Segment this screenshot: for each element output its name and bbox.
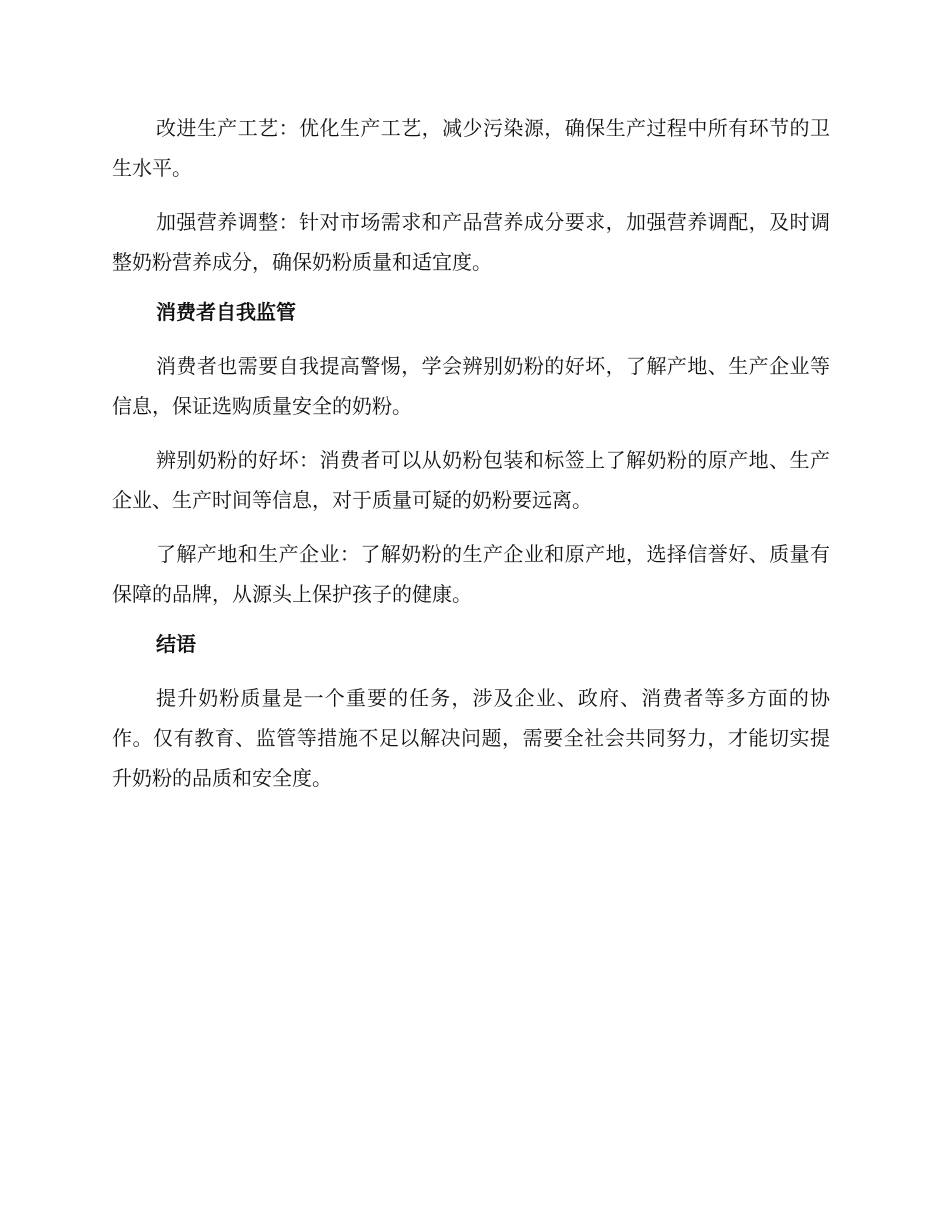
paragraph-know-origin: 了解产地和生产企业：了解奶粉的生产企业和原产地，选择信誉好、质量有保障的品牌，从源头上保护孩子的健康。 xyxy=(112,542,830,606)
paragraph-nutrition-adjustment: 加强营养调整：针对市场需求和产品营养成分要求，加强营养调配，及时调整奶粉营养成分，确保奶粉质量和适宜度。 xyxy=(112,210,830,274)
paragraph-conclusion: 提升奶粉质量是一个重要的任务，涉及企业、政府、消费者等多方面的协作。仅有教育、监管等措施不足以解决问题，需要全社会共同努力，才能切实提升奶粉的品质和安全度。 xyxy=(112,686,830,790)
section-heading-consumer-self-supervision: 消费者自我监管 xyxy=(156,300,296,324)
document-page xyxy=(112,108,830,812)
paragraph-improve-process: 改进生产工艺：优化生产工艺，减少污染源，确保生产过程中所有环节的卫生水平。 xyxy=(112,116,830,180)
paragraph-identify-quality: 辨别奶粉的好坏：消费者可以从奶粉包装和标签上了解奶粉的原产地、生产企业、生产时间等信息，对于质量可疑的奶粉要远离。 xyxy=(112,448,830,512)
paragraph-consumer-vigilance: 消费者也需要自我提高警惕，学会辨别奶粉的好坏，了解产地、生产企业等信息，保证选购质量安全的奶粉。 xyxy=(112,354,830,418)
section-heading-conclusion: 结语 xyxy=(156,632,196,656)
